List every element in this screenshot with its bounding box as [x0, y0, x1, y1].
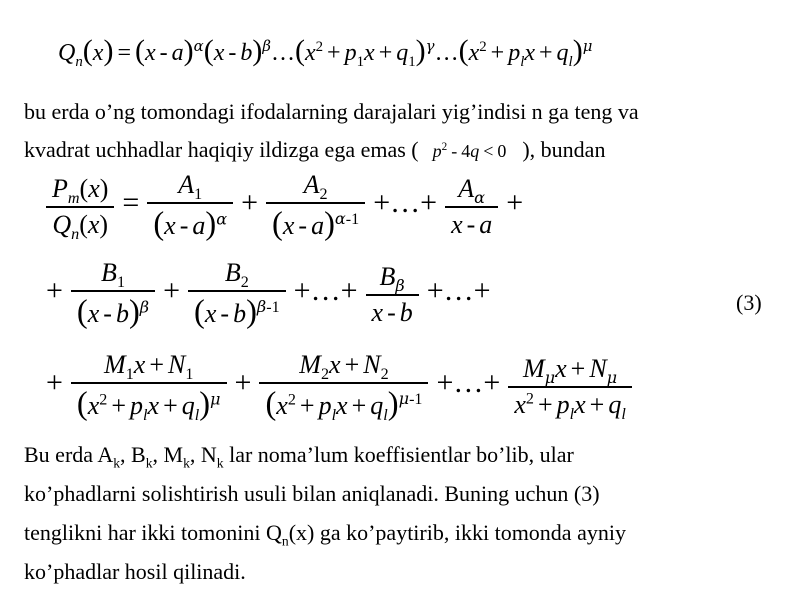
term-A1: $\frac{A_1}{(x - a)^\alpha}$ — [147, 170, 233, 243]
paragraph-2-line-3: tenglikni har ikki tomonini $Q_n(x)$ ga ko’paytirib, ikki tomonda ayniy — [24, 520, 626, 549]
paragraph-1-line-2: kvadrat uchhadlar haqiqiy ildizga ega emas ( $p^2 - 4q < 0$ ), bundan — [24, 137, 606, 162]
term-M-mu: $\frac{M_\mu x + N_\mu}{x^2 + p_lx + q_l}$ — [508, 354, 631, 420]
term-B-beta: $\frac{B_\beta}{x - b}$ — [366, 262, 419, 328]
discriminant-condition: $p^2 - 4q < 0$ — [432, 141, 507, 161]
paragraph-2-line-2: ko’phadlarni solishtirish usuli bilan aniqlanadi. Buning uchun (3) — [24, 481, 600, 506]
top-formula: $Q_n(x) = (x - a)^\alpha(x$ - $b)^\beta\dots(x^2 + p_1x$ + $q_1)^\gamma\dots(x^2 + p_lx + q_l)^\mu$ — [58, 34, 593, 70]
term-B2: $\frac{B_2}{(x - b)^{\beta-1}}$ — [188, 258, 286, 331]
paragraph-2-line-1: Bu erda $A_k$, $B_k$, $M_k$, $N_k$ lar noma’lum koeffisientlar bo’lib, ular — [24, 442, 574, 471]
paragraph-2-line-4: ko’phadlar hosil qilinadi. — [24, 559, 246, 584]
equation-row-3: + $\frac{M_1x + N_1}{(x^2 + p_lx + q_l)^\mu}$ + $\frac{M_2x + N_2}{(x^2 + p_lx + q_l)^{\mu-1}}$ +…+ $\frac{M_\mu x + N_\mu}{x^2 + p_lx + q_l}$ — [42, 350, 636, 423]
equation-number: (3) — [736, 290, 762, 315]
equation-row-2: + $\frac{B_1}{(x - b)^\beta}$ + $\frac{B_2}{(x - b)^{\beta-1}}$ +…+ $\frac{B_\beta}{x - b}$ +…+ — [46, 258, 491, 330]
term-M1N1: $\frac{M_1x + N_1}{(x^2 + p_lx + q_l)^\mu}$ — [71, 350, 227, 423]
lhs-fraction: $\frac{P_m(x)}{Q_n(x)}$ — [46, 174, 114, 240]
paragraph-1-line-1: bu erda o’ng tomondagi ifodalarning darajalari yig’indisi n ga teng va — [24, 99, 639, 124]
term-A-alpha: $\frac{A_\alpha}{x - a}$ — [445, 174, 498, 240]
term-A2: $\frac{A_2}{(x - a)^{\alpha-1}}$ — [266, 170, 365, 243]
equation-row-1: $\frac{P_m(x)}{Q_n(x)}$ = $\frac{A_1}{(x - a)^\alpha}$ + $\frac{A_2}{(x - a)^{\alpha-1}}$ +…+ $\frac{A_\alpha}{x - a}$ + — [42, 170, 527, 243]
term-M2N2: $\frac{M_2x + N_2}{(x^2 + p_lx + q_l)^{\mu-1}}$ — [259, 350, 428, 423]
term-B1: $\frac{B_1}{(x - b)^\beta}$ — [71, 258, 155, 331]
